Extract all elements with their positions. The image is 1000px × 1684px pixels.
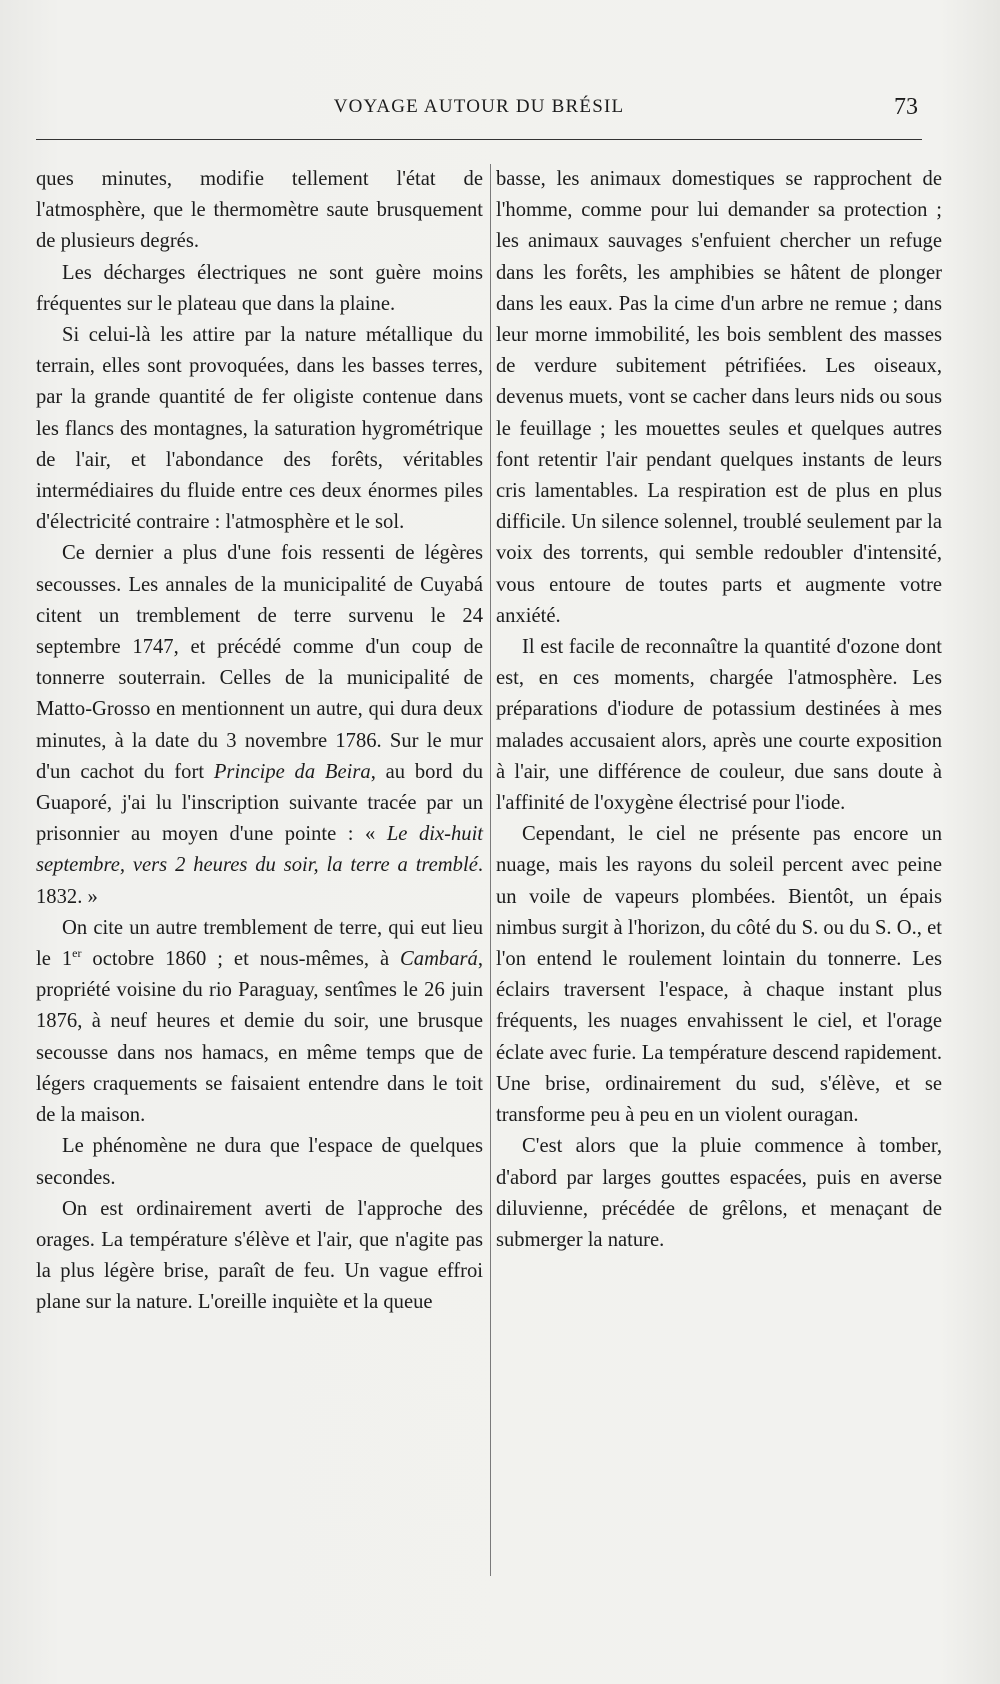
- text-run: , au bord du Guaporé, j'ai lu l'inscription suivante tracée par un prisonnier au moyen d'une pointe : «: [36, 760, 483, 846]
- text-run: On cite un autre tremblement de terre, qui eut lieu le 1: [36, 916, 483, 971]
- italic-run: Principe da Beira: [213, 760, 371, 783]
- paragraph: basse, les animaux domestiques se rapprochent de l'homme, comme pour lui demander sa protection ; les animaux sauvages s'enfuient chercher un refuge dans les forêts, les amphibies se hâtent de plonger dans les eaux. Pas la cime d'un arbre ne remue ; dans leur morne immobilité, les bois semblent des masses de verdure subitement pétrifiées. Les oiseaux, devenus muets, vont se cacher dans leurs nids ou sous le feuillage ; les mouettes seules et quelques autres font retentir l'air pendant quelques instants de leurs cris lamentables. La respiration est de plus en plus difficile. Un silence solennel, troublé seulement par la voix des torrents, qui semble redoubler d'intensité, vous entoure de toutes parts et augmente votre anxiété.: [496, 168, 942, 627]
- running-title: VOYAGE AUTOUR DU BRÉSIL: [333, 96, 625, 117]
- paragraph: [36, 538, 483, 912]
- paragraph: Si celui-là les attire par la nature métallique du terrain, elles sont provoquées, dans les basses terres, par la grande quantité de fer oligiste contenue dans les flancs des montagnes, la saturation hygrométrique de l'air, et l'abondance des forêts, véritables intermédiaires du fluide entre ces deux énormes piles d'électricité contraire : l'atmosphère et le sol.: [36, 324, 483, 534]
- page-number: 73: [894, 94, 918, 120]
- header-rule: [36, 139, 922, 140]
- paragraph: Il est facile de reconnaître la quantité d'ozone dont est, en ces moments, chargée l'atmosphère. Les préparations d'iodure de potassium destinées à mes malades accusaient alors, après une courte exposition à l'air, une différence de couleur, due sans doute à l'affinité de l'oxygène électrisé pour l'iode.: [496, 636, 942, 815]
- paragraph: C'est alors que la pluie commence à tomber, d'abord par larges gouttes espacées, puis en averse diluvienne, précédée de grêlons, et menaçant de submerger la nature.: [496, 1135, 942, 1251]
- text-run: , propriété voisine du rio Paraguay, sentîmes le 26 juin 1876, à neuf heures et demie du soir, une brusque secousse dans nos hamacs, en même temps que de légers craquements se faisaient entendre dans le toit de la maison.: [36, 948, 483, 1127]
- paragraph: Le phénomène ne dura que l'espace de quelques secondes.: [36, 1135, 483, 1189]
- text-run: octobre 1860 ; et nous-mêmes, à: [81, 948, 401, 971]
- italic-run: Cambará: [400, 948, 478, 971]
- paragraph: On est ordinairement averti de l'approche des orages. La température s'élève et l'air, que n'agite pas la plus légère brise, paraît de feu. Un vague effroi plane sur la nature. L'oreille inquiète et la queue: [36, 1197, 483, 1314]
- left-column: [36, 164, 483, 1319]
- text-run: . 1832. »: [36, 854, 483, 908]
- paragraph: Les décharges électriques ne sont guère moins fréquentes sur le plateau que dans la plaine.: [36, 261, 483, 315]
- page-header: [36, 92, 922, 136]
- paragraph: ques minutes, modifie tellement l'état de l'atmosphère, que le thermomètre saute brusquement de plusieurs degrés.: [36, 168, 483, 253]
- paragraph: [36, 913, 483, 1131]
- column-divider: [490, 164, 491, 1576]
- text-run: Ce dernier a plus d'une fois ressenti de légères secousses. Les annales de la municipalité de Cuyabá citent un tremblement de terre survenu le 24 septembre 1747, et précédé comme d'un coup de tonnerre souterrain. Celles de la municipalité de Matto-Grosso en mentionnent un autre, qui dura deux minutes, à la date du 3 novembre 1786. Sur le mur d'un cachot du fort: [36, 542, 483, 783]
- italic-run: Le dix-huit septembre, vers 2 heures du soir, la terre a tremblé: [36, 823, 484, 877]
- right-column: [496, 164, 942, 1256]
- paragraph: Cependant, le ciel ne présente pas encore un nuage, mais les rayons du soleil percent avec peine un voile de vapeurs plombées. Bientôt, un épais nimbus surgit à l'horizon, du côté du S. ou du S. O., et l'on entend le roulement lointain du tonnerre. Les éclairs traversent l'espace, à chaque instant plus fréquents, les nuages envahissent le ciel, et l'orage éclate avec furie. La température descend rapidement. Une brise, ordinairement du sud, s'élève, et se transforme peu à peu en un violent ouragan.: [496, 823, 942, 1127]
- superscript: er: [72, 946, 82, 961]
